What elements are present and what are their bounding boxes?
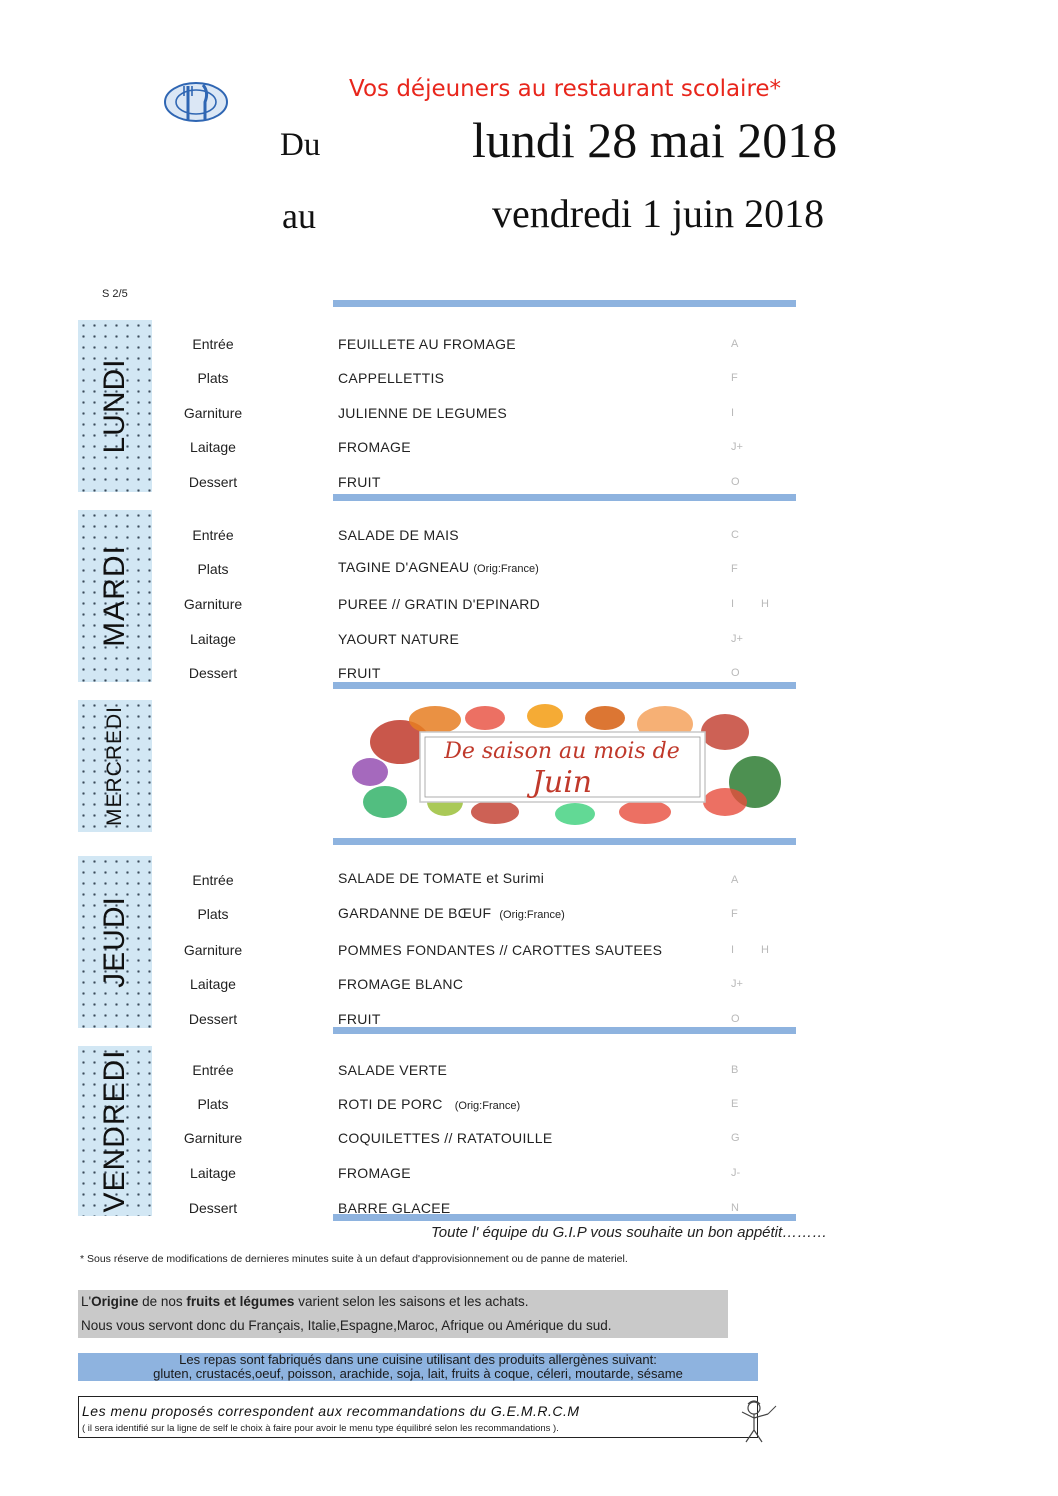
dish-name: BARRE GLACEE [338, 1200, 451, 1216]
dish-name: FRUIT [338, 474, 381, 490]
category-label: Entrée [192, 336, 234, 352]
category-label: Plats [197, 370, 229, 386]
bon-appetit-message: Toute l' équipe du G.I.P vous souhaite un bon appétit……… [431, 1224, 828, 1241]
allergen-code: O [731, 667, 740, 679]
dish-name: FEUILLETE AU FROMAGE [338, 336, 516, 352]
banner-line1: De saison au mois de [444, 739, 680, 764]
recommendation-box [78, 1396, 758, 1438]
from-label: Du [280, 127, 321, 163]
origin-note: (Orig:France) [499, 909, 565, 921]
origin-note: (Orig:France) [473, 563, 539, 575]
allergen-line1: Les repas sont fabriqués dans une cuisine utilisant des produits allergènes suivant: [179, 1352, 657, 1367]
allergen-code: A [731, 338, 739, 350]
separator-bar [333, 494, 796, 501]
recommendation-line1: Les menu proposés correspondent aux recommandations du G.E.M.R.C.M [82, 1403, 580, 1419]
category-label: Plats [197, 906, 229, 922]
day-label: LUNDI [98, 358, 131, 454]
day-band-jeudi [78, 856, 152, 1028]
dish-name: SALADE DE TOMATE et Surimi [338, 870, 545, 886]
dish-name: FRUIT [338, 665, 381, 681]
allergen-code: C [731, 529, 739, 541]
allergen-code: O [731, 1013, 740, 1025]
category-label: Garniture [183, 596, 243, 612]
category-label: Garniture [183, 405, 243, 421]
category-label: Dessert [188, 474, 238, 490]
day-label: MERCREDI [103, 705, 126, 827]
allergen-code: G [731, 1132, 740, 1144]
category-label: Laitage [190, 631, 236, 647]
dish-name [338, 559, 539, 575]
category-label: Dessert [188, 665, 238, 681]
to-date: vendredi 1 juin 2018 [492, 191, 825, 236]
dish-name: COQUILETTES // RATATOUILLE [338, 1130, 553, 1146]
allergen-info-box [78, 1353, 758, 1381]
separator-bar [333, 838, 796, 845]
category-label: Laitage [190, 976, 236, 992]
allergen-code: I [731, 944, 735, 956]
category-label: Entrée [192, 1062, 234, 1078]
allergen-code: J- [731, 1167, 741, 1179]
allergen-code-secondary: H [761, 944, 769, 956]
day-band-lundi [78, 320, 152, 492]
recommendation-line2: ( il sera identifié sur la ligne de self le choix à faire pour avoir le menu type équilibré selon les recommandations ). [82, 1423, 559, 1434]
from-date: lundi 28 mai 2018 [472, 112, 838, 168]
dish-label: TAGINE D'AGNEAU [338, 559, 470, 575]
day-label: JEUDI [98, 896, 131, 988]
origin-bold-2: fruits et légumes [186, 1294, 295, 1309]
dish-name: PUREE // GRATIN D'EPINARD [338, 596, 541, 612]
day-band-mercredi [78, 700, 152, 832]
dish-name: YAOURT NATURE [338, 631, 460, 647]
allergen-code: F [731, 563, 738, 575]
separator-bar [333, 1027, 796, 1034]
banner-line2: Juin [531, 765, 593, 800]
dish-name: JULIENNE DE LEGUMES [338, 405, 508, 421]
day-label: VENDREDI [98, 1049, 131, 1213]
dish-name: FROMAGE [338, 439, 411, 455]
dish-name: FRUIT [338, 1011, 381, 1027]
origin-info-box [78, 1290, 728, 1338]
allergen-code: J+ [731, 978, 743, 990]
page-title: Vos déjeuners au restaurant scolaire* [349, 76, 782, 102]
origin-post: varient selon les saisons et les achats. [294, 1294, 529, 1309]
allergen-code: J+ [731, 441, 743, 453]
allergen-code: B [731, 1064, 739, 1076]
origin-mid: de nos [138, 1294, 187, 1309]
dish-name: CAPPELLETTIS [338, 370, 445, 386]
category-label: Laitage [190, 439, 236, 455]
dish-name: FROMAGE BLANC [338, 976, 464, 992]
to-label: au [282, 196, 316, 236]
week-code: S 2/5 [102, 288, 128, 300]
dish-label: ROTI DE PORC [338, 1096, 443, 1112]
allergen-code: F [731, 372, 738, 384]
disclaimer-note: * Sous réserve de modifications de dernieres minutes suite à un defaut d'approvisionnement ou de panne de materiel. [80, 1253, 628, 1265]
allergen-code: O [731, 476, 740, 488]
category-label: Laitage [190, 1165, 236, 1181]
dish-name: FROMAGE [338, 1165, 411, 1181]
category-label: Entrée [192, 872, 234, 888]
category-label: Dessert [188, 1200, 238, 1216]
category-label: Plats [197, 1096, 229, 1112]
allergen-code: E [731, 1098, 739, 1110]
category-label: Garniture [183, 1130, 243, 1146]
origin-note: (Orig:France) [454, 1100, 521, 1112]
category-label: Garniture [183, 942, 243, 958]
separator-bar [333, 682, 796, 689]
allergen-code: F [731, 908, 738, 920]
dish-label: GARDANNE DE BŒUF [338, 905, 492, 921]
separator-bar [333, 300, 796, 307]
allergen-code: A [731, 874, 739, 886]
origin-line2: Nous vous servont donc du Français, Italie,Espagne,Maroc, Afrique ou Amérique du sud. [81, 1318, 612, 1333]
dish-name: POMMES FONDANTES // CAROTTES SAUTEES [338, 942, 663, 958]
allergen-line2: gluten, crustacés,oeuf, poisson, arachide, soja, lait, fruits à coque, céleri, moutarde, sésame [153, 1366, 683, 1381]
day-band-vendredi [78, 1046, 152, 1216]
dish-name: SALADE VERTE [338, 1062, 448, 1078]
category-label: Dessert [188, 1011, 238, 1027]
chef-sketch-icon [728, 1398, 780, 1444]
origin-pre: L' [81, 1294, 92, 1309]
cutlery-plate-icon [163, 80, 229, 124]
dish-name [338, 905, 565, 921]
allergen-code: J+ [731, 633, 743, 645]
allergen-code: I [731, 407, 735, 419]
origin-bold-1: Origine [91, 1294, 139, 1309]
origin-line1 [78, 1290, 728, 1314]
allergen-code-secondary: H [761, 598, 769, 610]
category-label: Plats [197, 561, 229, 577]
dish-name [338, 1096, 520, 1112]
dish-name: SALADE DE MAIS [338, 527, 459, 543]
day-band-mardi [78, 510, 152, 682]
category-label: Entrée [192, 527, 234, 543]
seasonal-produce-banner [345, 702, 785, 829]
allergen-code: I [731, 598, 735, 610]
day-label: MARDI [98, 545, 131, 647]
allergen-code: N [731, 1202, 739, 1214]
